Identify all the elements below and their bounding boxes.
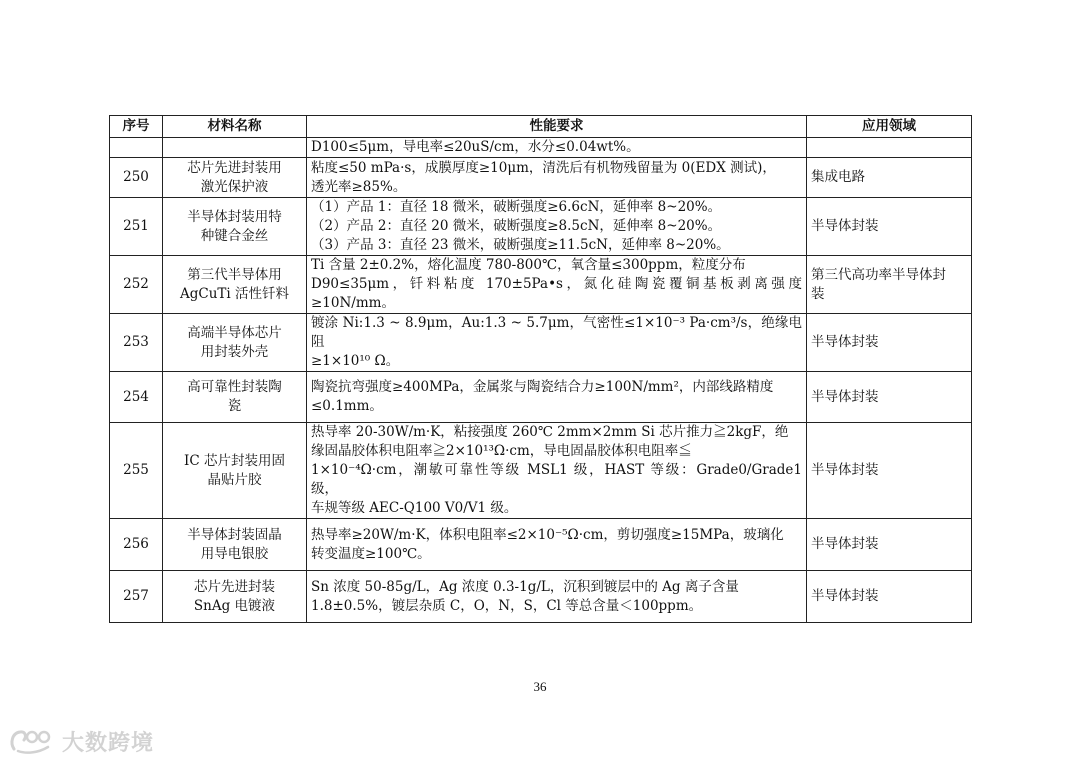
requirement-line: 透光率≥85%。 <box>311 178 407 195</box>
material-name-cell <box>163 571 307 623</box>
requirement-line: 车规等级 AEC-Q100 V0/V1 级。 <box>311 500 518 516</box>
requirement-cell <box>307 158 807 198</box>
header-material-name: 材料名称 <box>163 116 307 138</box>
row-number-cell: 252 <box>110 256 163 314</box>
requirement-line: （1）产品 1：直径 18 微米，破断强度≥6.6cN，延伸率 8~20%。 <box>311 199 722 215</box>
application-line: 半导体封装 <box>811 462 879 478</box>
table-row <box>110 372 972 423</box>
material-name-cell <box>163 198 307 256</box>
continuation-app-cell <box>807 138 972 158</box>
requirement-line: ≤0.1mm。 <box>311 398 383 414</box>
material-name-cell <box>163 256 307 314</box>
application-line: 半导体封装 <box>811 218 879 234</box>
requirement-line: ≥1×10¹⁰ Ω。 <box>311 353 400 369</box>
material-name-line: 用导电银胶 <box>200 545 269 562</box>
requirement-cell <box>307 423 807 519</box>
application-cell <box>807 571 972 623</box>
material-name-line: 半导体封装固晶 <box>187 526 282 543</box>
material-name-line: 用封装外壳 <box>200 343 269 360</box>
application-line: 第三代高功率半导体封 <box>811 266 946 283</box>
material-name-line: SnAg 电镀液 <box>193 597 276 614</box>
requirement-line: 转变温度≥100℃。 <box>311 545 431 562</box>
table-row <box>110 198 972 256</box>
requirement-line: 热导率≥20W/m·K，体积电阻率≤2×10⁻⁵Ω·cm，剪切强度≥15MPa，玻璃化 <box>311 526 784 543</box>
requirement-cell <box>307 519 807 571</box>
application-cell <box>807 372 972 423</box>
requirement-line: Sn 浓度 50-85g/L，Ag 浓度 0.3-1g/L，沉积到镀层中的 Ag 离子含量 <box>311 578 739 595</box>
application-line: 半导体封装 <box>811 334 879 350</box>
application-cell <box>807 519 972 571</box>
material-name-line: 半导体封装用特 <box>187 208 282 225</box>
continuation-text: D100≤5μm，导电率≤20uS/cm，水分≤0.04wt%。 <box>311 139 640 155</box>
requirement-line: 1×10⁻⁴Ω·cm，潮敏可靠性等级 MSL1 级，HAST 等级：Grade0/Grade1 级， <box>311 462 802 497</box>
material-name-cell <box>163 372 307 423</box>
continuation-name-cell <box>163 138 307 158</box>
requirement-line: 1.8±0.5%，镀层杂质 C，O，N，S，Cl 等总含量＜100ppm。 <box>311 597 703 614</box>
material-name-line: 高端半导体芯片 <box>187 324 282 341</box>
requirement-line: 粘度≤50 mPa·s，成膜厚度≥10μm，清洗后有机物残留量为 0(EDX 测试)， <box>311 159 776 176</box>
row-number-cell: 251 <box>110 198 163 256</box>
table-row <box>110 571 972 623</box>
header-no: 序号 <box>110 116 163 138</box>
material-name-line: 芯片先进封装用 <box>187 159 282 176</box>
requirement-line: Ti 含量 2±0.2%，熔化温度 780-800℃，氧含量≤300ppm，粒度分布 <box>311 257 746 273</box>
application-line: 集成电路 <box>811 169 865 185</box>
requirement-line: D90≤35μm，钎料粘度 170±5Pa•s，氮化硅陶瓷覆铜基板剥离强度≥10N/mm。 <box>311 276 802 311</box>
material-name-cell <box>163 423 307 519</box>
continuation-row <box>110 138 972 158</box>
watermark-text: 大数跨境 <box>62 730 155 756</box>
material-name-line: 芯片先进封装 <box>194 578 275 595</box>
application-line: 半导体封装 <box>811 536 879 552</box>
table-row <box>110 519 972 571</box>
application-cell <box>807 198 972 256</box>
table-row <box>110 423 972 519</box>
row-number-cell: 253 <box>110 314 163 372</box>
requirement-cell <box>307 571 807 623</box>
brand-logo-icon <box>8 727 58 755</box>
material-name-line: 高可靠性封装陶 <box>187 379 282 395</box>
application-cell <box>807 423 972 519</box>
requirement-cell <box>307 314 807 372</box>
application-cell <box>807 314 972 372</box>
material-name-cell <box>163 158 307 198</box>
application-line: 装 <box>811 285 825 302</box>
material-name-line: 瓷 <box>227 398 242 414</box>
application-cell <box>807 256 972 314</box>
table-row <box>110 158 972 198</box>
material-name-line: 晶贴片胶 <box>207 471 262 488</box>
application-cell <box>807 158 972 198</box>
requirement-line: （3）产品 3：直径 23 微米，破断强度≥11.5cN，延伸率 8~20%。 <box>311 237 730 253</box>
requirement-cell <box>307 256 807 314</box>
row-number-cell: 256 <box>110 519 163 571</box>
material-name-line: AgCuTi 活性钎料 <box>179 285 290 302</box>
watermark <box>8 725 154 757</box>
continuation-no-cell <box>110 138 163 158</box>
material-name-line: 激光保护液 <box>200 178 269 195</box>
material-name-cell <box>163 519 307 571</box>
requirement-line: 缘固晶胶体积电阻率≧2×10¹³Ω·cm，导电固晶胶体积电阻率≦ <box>311 443 692 459</box>
page-number: 36 <box>533 679 547 694</box>
requirement-cell <box>307 372 807 423</box>
materials-table <box>109 115 972 623</box>
row-number-cell: 257 <box>110 571 163 623</box>
material-name-line: 第三代半导体用 <box>187 266 282 283</box>
requirement-line: （2）产品 2：直径 20 微米，破断强度≥8.5cN，延伸率 8~20%。 <box>311 218 722 234</box>
material-name-line: IC 芯片封装用固 <box>184 452 285 469</box>
header-application: 应用领域 <box>807 116 972 138</box>
application-line: 半导体封装 <box>811 588 879 604</box>
table-row <box>110 256 972 314</box>
table-row <box>110 314 972 372</box>
requirement-cell <box>307 198 807 256</box>
application-line: 半导体封装 <box>811 388 879 405</box>
row-number-cell: 255 <box>110 423 163 519</box>
requirement-line: 热导率 20-30W/m·K，粘接强度 260℃ 2mm×2mm Si 芯片推力≧2kgF，绝 <box>311 424 789 440</box>
material-name-cell <box>163 314 307 372</box>
requirement-line: 陶瓷抗弯强度≥400MPa，金属浆与陶瓷结合力≥100N/mm²，内部线路精度 <box>311 379 774 395</box>
row-number-cell: 254 <box>110 372 163 423</box>
header-requirements: 性能要求 <box>307 116 807 138</box>
table-header-row <box>110 116 972 138</box>
continuation-req-cell <box>307 138 807 158</box>
row-number-cell: 250 <box>110 158 163 198</box>
material-name-line: 种键合金丝 <box>200 227 269 244</box>
requirement-line: 镀涂 Ni:1.3 ~ 8.9μm，Au:1.3 ~ 5.7μm，气密性≤1×10⁻³ Pa·cm³/s，绝缘电阻 <box>311 315 802 350</box>
